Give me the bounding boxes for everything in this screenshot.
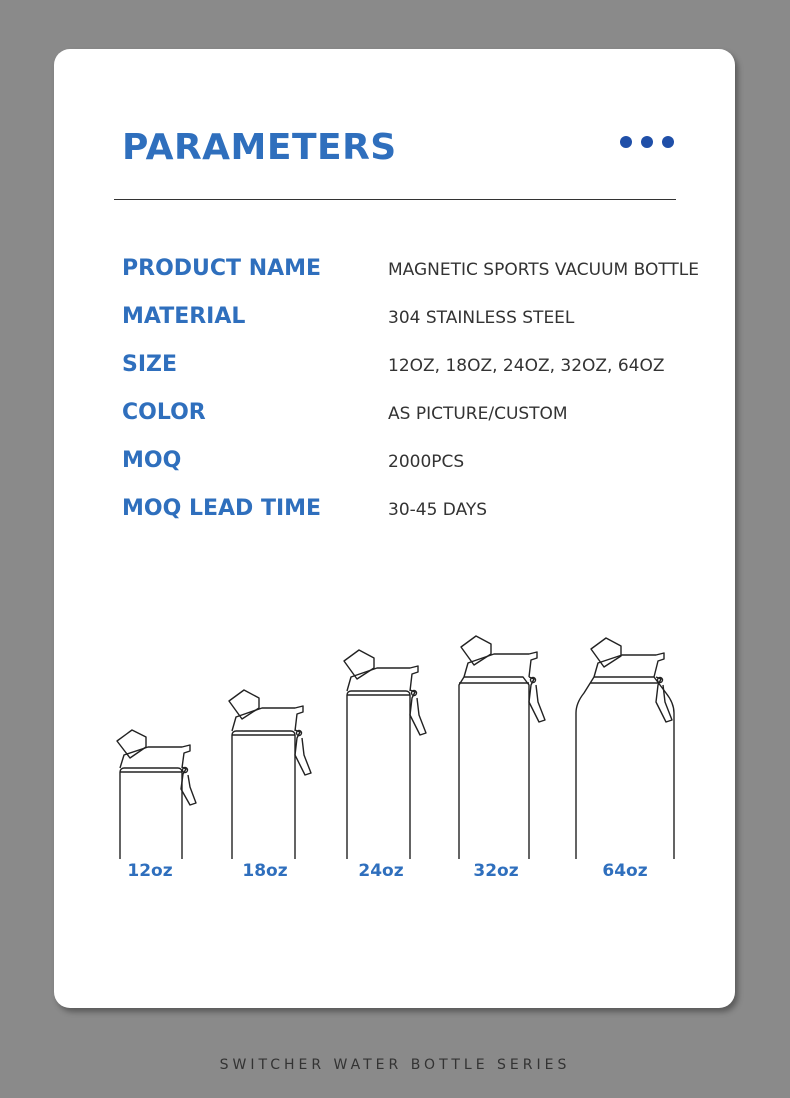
spec-label: SIZE bbox=[122, 352, 178, 377]
spec-value: MAGNETIC SPORTS VACUUM BOTTLE bbox=[388, 260, 700, 280]
spec-row-moq-lead-time bbox=[122, 496, 742, 526]
spec-value: 30-45 DAYS bbox=[388, 500, 488, 520]
bottle-64oz-icon bbox=[576, 638, 674, 859]
spec-label: MOQ LEAD TIME bbox=[122, 496, 322, 521]
bottle-label-18oz: 18oz bbox=[242, 861, 288, 881]
bottle-24oz-icon bbox=[344, 650, 426, 859]
spec-row-moq bbox=[122, 448, 742, 478]
dot bbox=[620, 136, 632, 148]
spec-label: MOQ bbox=[122, 448, 182, 473]
parameters-card bbox=[54, 49, 735, 1008]
bottle-label-64oz: 64oz bbox=[602, 861, 648, 881]
spec-row-product-name bbox=[122, 256, 742, 286]
spec-row-color bbox=[122, 400, 742, 430]
bottle-32oz-icon bbox=[459, 636, 545, 859]
spec-row-size bbox=[122, 352, 742, 382]
spec-row-material bbox=[122, 304, 742, 334]
more-dots-icon bbox=[620, 136, 674, 148]
dot bbox=[662, 136, 674, 148]
spec-value: 2000PCS bbox=[388, 452, 465, 472]
spec-label: MATERIAL bbox=[122, 304, 246, 329]
bottle-illustrations bbox=[54, 619, 735, 859]
footer-series-text: SWITCHER WATER BOTTLE SERIES bbox=[219, 1057, 571, 1073]
bottle-label-32oz: 32oz bbox=[473, 861, 519, 881]
spec-label: COLOR bbox=[122, 400, 206, 425]
bottle-label-12oz: 12oz bbox=[127, 861, 173, 881]
bottle-label-24oz: 24oz bbox=[358, 861, 404, 881]
page-title: PARAMETERS bbox=[122, 127, 397, 168]
spec-value: AS PICTURE/CUSTOM bbox=[388, 404, 568, 424]
bottle-18oz-icon bbox=[229, 690, 311, 859]
bottle-size-lineup bbox=[54, 619, 735, 879]
spec-value: 304 STAINLESS STEEL bbox=[388, 308, 575, 328]
title-divider bbox=[114, 199, 676, 200]
spec-value: 12OZ, 18OZ, 24OZ, 32OZ, 64OZ bbox=[388, 356, 665, 376]
bottle-12oz-icon bbox=[117, 730, 196, 859]
dot bbox=[641, 136, 653, 148]
spec-label: PRODUCT NAME bbox=[122, 256, 322, 281]
